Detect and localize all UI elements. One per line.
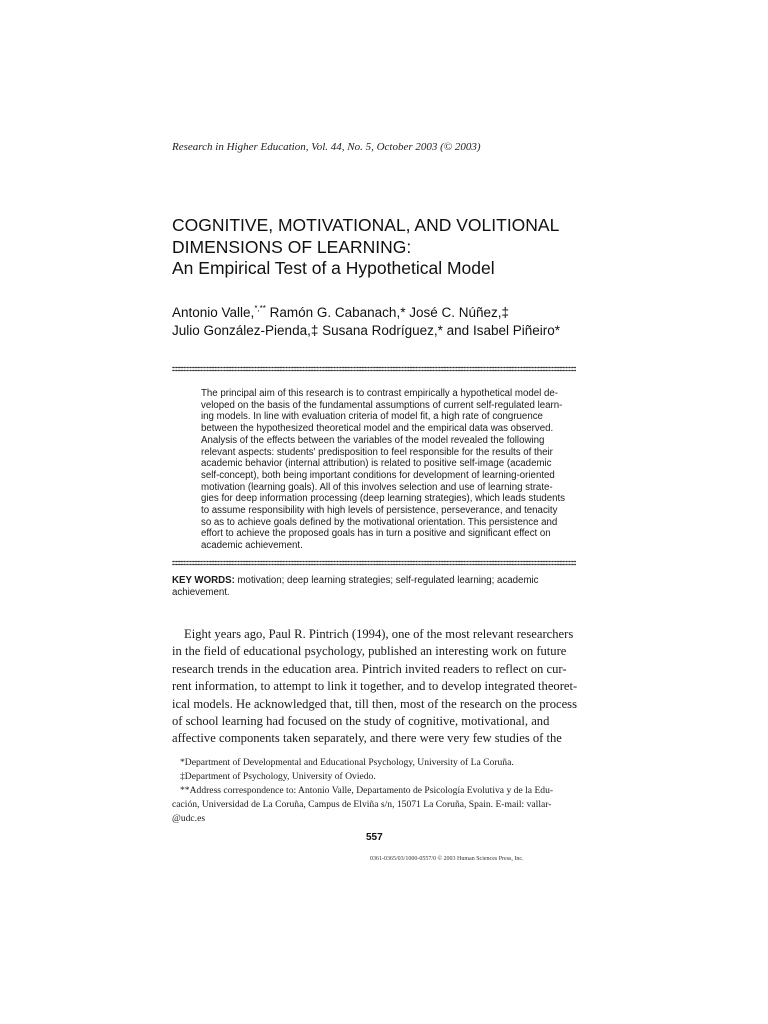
page-number: 557 <box>366 832 383 843</box>
abstract-line: to assume responsibility with high levels of persistence, perseverance, and tenacity <box>201 505 558 517</box>
footnotes <box>172 756 582 826</box>
key-words-line-1 <box>172 575 578 587</box>
footnote-affiliation-coruna: *Department of Developmental and Educational Psychology, University of La Coruña. <box>180 757 514 768</box>
author-line-1 <box>172 304 612 322</box>
key-words-label: KEY WORDS: <box>172 575 235 586</box>
body-line: rent information, to attempt to link it together, and to develop integrated theoret- <box>172 679 578 694</box>
abstract-line: veloped on the basis of the fundamental assumptions of current self-regulated learn- <box>201 399 563 411</box>
abstract-divider-top <box>172 366 576 372</box>
author-valle: Antonio Valle, <box>172 305 255 320</box>
body-line: affective components taken separately, and there were very few studies of the <box>172 731 562 746</box>
author-valle-marks: *,** <box>254 304 266 313</box>
abstract-divider-bottom <box>172 560 576 566</box>
key-words <box>172 575 578 599</box>
copyright-line: 0361-0365/03/1000-0557/0 © 2003 Human Sciences Press, Inc. <box>370 856 524 862</box>
key-words-text: motivation; deep learning strategies; self-regulated learning; academic <box>234 575 539 586</box>
abstract-line: ing models. In line with evaluation criteria of model fit, a high rate of congruence <box>201 411 543 423</box>
abstract-line: academic behavior (internal attribution) is related to positive self-image (academic <box>201 458 552 470</box>
journal-citation: Research in Higher Education, Vol. 44, No. 5, October 2003 (© 2003) <box>172 141 481 153</box>
abstract-line: relevant aspects: students' predisposition to feel responsible for the results of their <box>201 446 553 458</box>
abstract-line: motivation (learning goals). All of this involves selection and use of learning strate- <box>201 481 553 493</box>
key-words-line-2: achievement. <box>172 587 230 598</box>
body-line: research trends in the education area. Pintrich invited readers to reflect on cur- <box>172 661 567 676</box>
footnote-correspondence: **Address correspondence to: Antonio Valle, Departamento de Psicología Evolutiva y de la Edu- <box>180 785 554 796</box>
title-line-1: COGNITIVE, MOTIVATIONAL, AND VOLITIONAL <box>172 215 560 235</box>
footnote-affiliation-oviedo: ‡Department of Psychology, University of Oviedo. <box>180 771 376 782</box>
footnote-correspondence-email: @udc.es <box>172 813 206 824</box>
body-line: in the field of educational psychology, published an interesting work on future <box>172 644 567 659</box>
abstract-line: gies for deep information processing (deep learning strategies), which leads students <box>201 493 566 505</box>
body-line: ical models. He acknowledged that, till then, most of the research on the process <box>172 696 577 711</box>
body-line: of school learning had focused on the study of cognitive, motivational, and <box>172 714 550 729</box>
abstract-line: academic achievement. <box>201 540 303 552</box>
body-paragraph <box>172 626 582 748</box>
abstract-line: The principal aim of this research is to contrast empirically a hypothetical model de- <box>201 388 558 399</box>
abstract-line: effort to achieve the proposed goals has in turn a positive and significant effect on <box>201 528 551 540</box>
abstract-line: Analysis of the effects between the variables of the model revealed the following <box>201 434 545 446</box>
abstract-line: between the hypothesized theoretical model and the empirical data was observed. <box>201 423 554 435</box>
paper-title <box>172 215 602 280</box>
author-line-1-rest: Ramón G. Cabanach,* José C. Núñez,‡ <box>265 305 510 320</box>
author-line-2: Julio González-Pienda,‡ Susana Rodríguez,* and Isabel Piñeiro* <box>172 323 560 338</box>
author-list <box>172 304 612 340</box>
abstract-line: so as to achieve goals defined by the motivational orientation. This persistence and <box>201 516 558 528</box>
abstract <box>201 388 577 552</box>
footnote-correspondence-cont: cación, Universidad de La Coruña, Campus de Elviña s/n, 15071 La Coruña, Spain. E-mail: vallar- <box>172 799 552 810</box>
title-line-2: DIMENSIONS OF LEARNING: <box>172 236 412 257</box>
abstract-line: self-concept), both being important conditions for development of learning-oriented <box>201 469 555 481</box>
title-subtitle: An Empirical Test of a Hypothetical Model <box>172 258 495 278</box>
body-line: Eight years ago, Paul R. Pintrich (1994), one of the most relevant researchers <box>184 627 574 641</box>
